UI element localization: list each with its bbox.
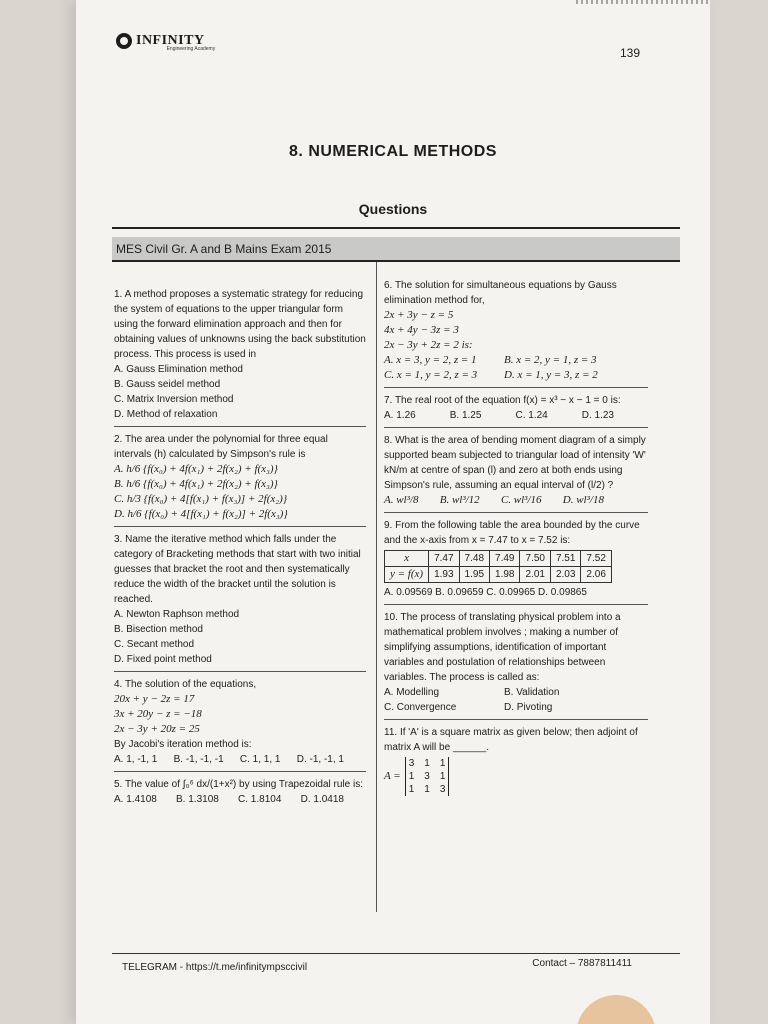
question-9 [384,518,648,605]
option[interactable]: D. 1.23 [581,410,614,421]
option[interactable]: D. Pivoting [504,702,553,713]
logo-subtext: Engineering Academy [166,46,216,52]
option[interactable]: A. wl³/8 [384,494,419,506]
question-10 [384,610,648,720]
matrix-cell: 1 [408,771,415,782]
question-8 [384,433,648,513]
question-6 [384,278,648,388]
contact-number: Contact – 7887811411 [532,958,632,969]
table-cell: 1.98 [490,567,520,583]
question-text: 7. The real root of the equation f(x) = x³ − x − 1 = 0 is: [384,395,621,406]
equation: 3x + 20y − z = −18 [114,708,202,720]
question-text: 1. A method proposes a systematic strategy for reducing the system of equations to the upper triangular form using the forward elimination approach and then for obtaining values of unknowns using the back substitution process. This process is used in [114,289,366,360]
table-cell: 7.47 [429,551,459,567]
matrix-cell: 3 [439,784,446,795]
question-text: 3. Name the iterative method which falls under the category of Bracketing methods that start with two initial guesses that bracket the root and then systematically reduce the width of the bracket until the solution is reached. [114,534,361,605]
options-row [384,685,648,700]
option[interactable]: C. Matrix Inversion method [114,394,234,405]
equation: 2x − 3y + 20z = 25 [114,723,200,735]
option[interactable]: C. 1, 1, 1 [239,754,281,765]
table-cell: y = f(x) [385,567,429,583]
option[interactable]: C. 1.24 [515,410,548,421]
question-3 [114,532,366,672]
options-row [384,700,648,715]
option[interactable]: B. 1.3108 [176,794,219,805]
right-column [384,278,648,805]
option[interactable]: D. x = 1, y = 3, z = 2 [504,369,598,381]
table-cell: 2.03 [550,567,580,583]
equation: 2x + 3y − z = 5 [384,309,454,321]
chapter-title: 8. NUMERICAL METHODS [289,143,497,160]
option[interactable]: A. 0.09569 B. 0.09659 C. 0.09965 D. 0.09865 [384,587,587,598]
option[interactable]: D. wl³/18 [562,494,604,506]
matrix-label: A = [384,770,401,782]
matrix-cell: 1 [424,758,430,769]
finger-photo-artifact [576,995,656,1024]
option[interactable]: B. Bisection method [114,624,203,635]
section-title: Questions [358,201,428,217]
title-rule [112,227,680,229]
question-text: 11. If 'A' is a square matrix as given below; then adjoint of matrix A will be ______. [384,727,638,753]
question-text: 2. The area under the polynomial for three equal intervals (h) calculated by Simpson's rule is [114,434,328,460]
question-2 [114,432,366,527]
option[interactable]: D. Method of relaxation [114,409,218,420]
table-cell: 1.95 [459,567,489,583]
question-5 [114,777,366,811]
options-row [384,493,604,508]
table-cell: 7.49 [490,551,520,567]
options-row [384,353,648,368]
table-row [385,551,612,567]
option[interactable]: B. wl³/12 [439,494,480,506]
exam-banner [112,237,680,262]
scan-artifact [576,0,710,4]
data-table [384,550,612,583]
question-4 [114,677,366,772]
telegram-link[interactable]: TELEGRAM - https://t.me/infinitympsccivil [122,962,308,973]
option[interactable]: D. Fixed point method [114,654,212,665]
matrix-cell: 1 [424,784,430,795]
table-cell: 7.50 [520,551,550,567]
option[interactable]: B. -1, -1, -1 [173,754,224,765]
table-row [385,567,612,583]
table-cell: 1.93 [429,567,459,583]
question-7 [384,393,648,428]
question-text: 8. What is the area of bending moment diagram of a simply supported beam subjected to triangular load of intensity 'W' kN/m at centre of span (l) and zero at both ends using Simpson's rule, assuming an equal interval of (l/2) ? [384,435,646,491]
matrix-cell: 1 [408,784,415,795]
option[interactable]: A. 1, -1, 1 [114,754,158,765]
option[interactable]: B. 1.25 [449,410,482,421]
options-row [114,792,344,807]
option[interactable]: D. h/6 {f(x₀) + 4[f(x₁) + f(x₂)] + 2f(x₃)} [114,508,288,520]
option[interactable]: B. Gauss seidel method [114,379,221,390]
footer-rule [112,953,680,954]
question-11 [384,725,648,800]
option[interactable]: A. Gauss Elimination method [114,364,243,375]
equation: 20x + y − 2z = 17 [114,693,195,705]
column-divider [376,262,377,912]
equation: 2x − 3y + 2z = 2 is: [384,339,473,351]
option[interactable]: A. 1.4108 [114,794,157,805]
table-cell: 7.48 [459,551,489,567]
table-cell: x [385,551,429,567]
question-1 [114,287,366,427]
logo-text: INFINITY [136,33,205,48]
question-text: 6. The solution for simultaneous equations by Gauss elimination method for, [384,280,617,306]
document-page [76,0,710,1024]
options-row [114,752,344,767]
options-row [384,368,648,383]
question-text: 10. The process of translating physical problem into a mathematical problem involves ; making a number of simplifying assumptions, identification of important variables and postulation of relationships between variables. The process is called as: [384,612,621,683]
question-text: By Jacobi's iteration method is: [114,739,252,750]
question-text: 5. The value of ∫₀⁶ dx/(1+x²) by using Trapezoidal rule is: [114,779,363,790]
option[interactable]: B. x = 2, y = 1, z = 3 [504,354,597,366]
logo-icon [116,33,132,49]
table-cell: 2.01 [520,567,550,583]
matrix-body [405,757,450,796]
option[interactable]: C. wl³/16 [500,494,542,506]
left-column [114,287,366,816]
option[interactable]: A. Modelling [384,687,440,698]
options-row [384,408,614,423]
option[interactable]: A. h/6 {f(x₀) + 4f(x₁) + 2f(x₂) + f(x₃)} [114,463,278,475]
question-text: 9. From the following table the area bounded by the curve and the x-axis from x = 7.47 to x = 7.52 is: [384,520,640,546]
option[interactable]: B. Validation [504,687,560,698]
option[interactable]: C. Convergence [384,702,457,713]
option[interactable]: D. 1.0418 [300,794,344,805]
page-number: 139 [619,46,640,60]
matrix-cell: 3 [408,758,415,769]
table-cell: 2.06 [581,567,611,583]
table-cell: 7.51 [550,551,580,567]
question-text: 4. The solution of the equations, [114,679,257,690]
logo [116,30,215,52]
option[interactable]: A. 1.26 [384,410,416,421]
exam-banner-text: MES Civil Gr. A and B Mains Exam 2015 [116,242,332,256]
matrix-a [384,757,648,796]
option[interactable]: A. Newton Raphson method [114,609,240,620]
matrix-cell: 1 [439,758,446,769]
matrix-cell: 1 [439,771,446,782]
option[interactable]: A. x = 3, y = 2, z = 1 [384,354,477,366]
matrix-cell: 3 [424,771,430,782]
table-cell: 7.52 [581,551,611,567]
option[interactable]: C. x = 1, y = 2, z = 3 [384,369,478,381]
option[interactable]: D. -1, -1, 1 [296,754,344,765]
option[interactable]: C. h/3 {f(x₀) + 4[f(x₁) + f(x₃)] + 2f(x₂)} [114,493,288,505]
equation: 4x + 4y − 3z = 3 [384,324,459,336]
option[interactable]: B. h/6 {f(x₀) + 4f(x₁) + 2f(x₂) + f(x₃)} [114,478,278,490]
option[interactable]: C. 1.8104 [238,794,282,805]
option[interactable]: C. Secant method [114,639,195,650]
